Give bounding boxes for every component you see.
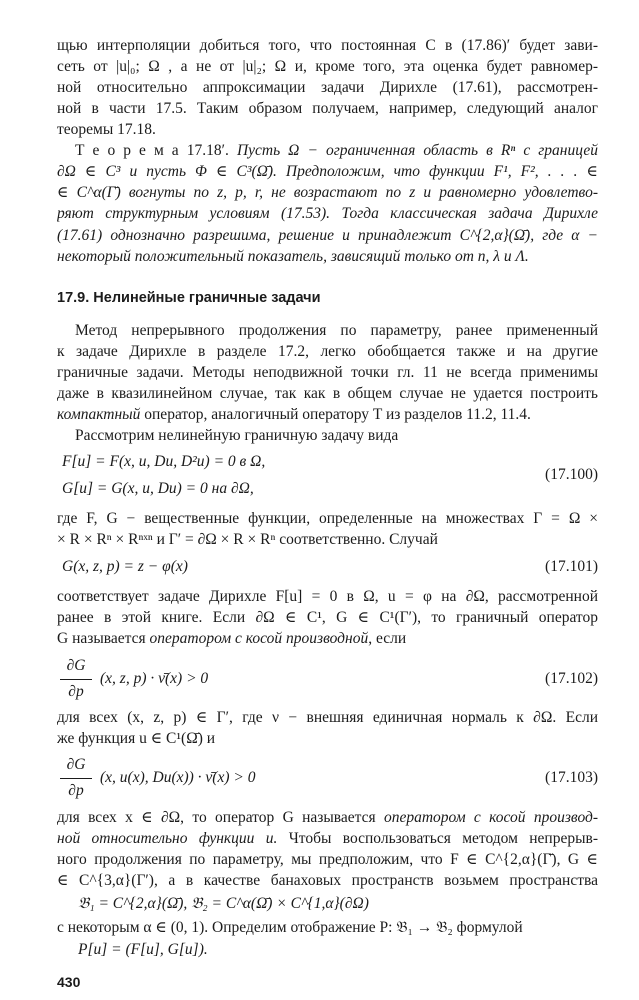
- equation-17-102-numerator: ∂G: [66, 657, 86, 674]
- equation-17-100-number: (17.100): [545, 466, 598, 483]
- equation-17-101: G(x, z, p) = z − φ(x): [62, 558, 188, 575]
- equation-17-102-number: (17.102): [545, 670, 598, 687]
- paragraph-4-line-1: для всех (x, z, p) ∈ Γ′, где ν − внешняя единичная нормаль к ∂Ω. Если: [57, 709, 598, 726]
- equation-17-102-denominator: ∂p: [68, 683, 84, 701]
- equation-banach-spaces: 𝔅₁ = C^{2,α}(Ω̄), 𝔅₂ = C^α(Ω̄) × C^{1,α}(∂Ω): [78, 895, 369, 912]
- top-paragraph-line-2: сеть от |u|₀; Ω , а не от |u|₂; Ω и, кроме того, эта оценка будет равномер-: [57, 58, 598, 75]
- equation-17-103-number: (17.103): [545, 769, 598, 786]
- theorem-line-1: [75, 141, 598, 161]
- top-paragraph-line-1: щью интерполяции добиться того, что постоянная C в (17.86)′ будет зави-: [57, 37, 598, 54]
- theorem-line-3: ∈ C^α(Γ̄) вогнуты по z, p, r, не возрастают по z и равномерно удовлетво-: [57, 184, 598, 201]
- equation-17-103-denominator: ∂p: [68, 782, 84, 800]
- paragraph-1-line-3: граничные задачи. Методы неподвижной точки гл. 11 не всегда применимы: [57, 364, 598, 381]
- top-paragraph-line-3: ной относительно аппроксимации задачи Дирихле (17.61), рассмотрен-: [57, 79, 598, 96]
- paragraph-3-line-3-start: G называется: [57, 630, 150, 647]
- paragraph-5-line-4: ∈ C^{3,α}(Γ′), а в качестве банаховых пространств возьмем пространства: [57, 872, 598, 889]
- paragraph-5-line-1-start: для всех x ∈ ∂Ω, то оператор G называется: [57, 809, 384, 826]
- term-oblique-derivative-operator-2: оператором с косой производ-: [383, 809, 598, 826]
- top-paragraph-line-5: теоремы 17.18.: [57, 121, 156, 138]
- page-number: 430: [57, 974, 81, 990]
- equation-map-P: P[u] = (F[u], G[u]).: [78, 941, 208, 958]
- equation-17-102-expression: (x, z, p) · ν̄(x) > 0: [100, 670, 209, 687]
- equation-17-103-fraction-bar: [60, 778, 92, 779]
- equation-17-103-expression: (x, u(x), Du(x)) · ν̄(x) > 0: [100, 769, 256, 786]
- paragraph-3-line-1: соответствует задаче Дирихле F[u] = 0 в Ω, u = φ на ∂Ω, рассмотренной: [57, 588, 598, 605]
- paragraph-5-line-2-end: Чтобы воспользоваться методом непрерыв-: [277, 830, 598, 847]
- term-compact: компактный: [57, 406, 141, 423]
- equation-17-103-numerator: ∂G: [66, 756, 86, 773]
- equation-17-100-line-2: G[u] = G(x, u, Du) = 0 на ∂Ω,: [62, 480, 254, 497]
- paragraph-2-line-1: где F, G − вещественные функции, определенные на множествах Γ = Ω ×: [57, 510, 598, 527]
- theorem-line-6: некоторый положительный показатель, зависящий только от n, λ и Λ.: [57, 248, 529, 265]
- equation-17-102-fraction-bar: [60, 679, 92, 680]
- theorem-line-2: ∂Ω ∈ C³ и пусть Φ ∈ C³(Ω̄). Предположим, что функции F¹, F², . . . ∈: [57, 163, 598, 180]
- paragraph-1-line-6: Рассмотрим нелинейную граничную задачу вида: [75, 427, 399, 444]
- paragraph-4-line-2: же функция u ∈ C¹(Ω̄) и: [57, 730, 216, 747]
- paragraph-1-line-5-text: оператор, аналогичный оператору T из разделов 11.2, 11.4.: [140, 406, 531, 423]
- paragraph-5-line-2: [57, 829, 598, 849]
- paragraph-1-line-4: даже в квазилинейном случае, так как в общем случае не удается построить: [57, 385, 598, 402]
- theorem-line-5: (17.61) однозначно разрешима, решение и принадлежит C^{2,α}(Ω̄), где α −: [57, 227, 598, 244]
- paragraph-2-line-2: × R × Rⁿ × Rⁿˣⁿ и Γ′ = ∂Ω × R × Rⁿ соответственно. Случай: [57, 531, 438, 548]
- paragraph-6-line-1: с некоторым α ∈ (0, 1). Определим отображение P: 𝔅₁ → 𝔅₂ формулой: [57, 919, 523, 936]
- paragraph-5-line-3: ного продолжения по параметру, мы предположим, что F ∈ C^{2,α}(Γ̄), G ∈: [57, 851, 598, 868]
- paragraph-3-line-3-end: , если: [368, 630, 407, 647]
- paragraph-3-line-2: ранее в этой книге. Если ∂Ω ∈ C¹, G ∈ C¹(Γ′), то граничный оператор: [57, 609, 598, 626]
- paragraph-1-line-2: к задаче Дирихле в разделе 17.2, легко обобщается также и на другие: [57, 343, 598, 360]
- paragraph-1-line-5: [57, 405, 598, 425]
- term-relative-to-function: ной относительно функции u.: [57, 830, 278, 847]
- equation-17-101-number: (17.101): [545, 558, 598, 575]
- term-oblique-derivative-operator: оператором с косой производной: [149, 630, 369, 647]
- section-heading: 17.9. Нелинейные граничные задачи: [57, 290, 321, 306]
- theorem-line-1-text: Пусть Ω − ограниченная область в Rⁿ с границей: [236, 142, 598, 159]
- paragraph-3-line-3: [57, 629, 598, 649]
- top-paragraph-line-4: ной в части 17.5. Таким образом получаем, например, следующий аналог: [57, 100, 598, 117]
- paragraph-5-line-1: [57, 808, 598, 828]
- theorem-line-4: ряют структурным условиям (17.53). Тогда классическая задача Дирихле: [57, 205, 598, 222]
- theorem-label: Т е о р е м а 17.18′.: [75, 142, 229, 159]
- paragraph-1-line-1: Метод непрерывного продолжения по параметру, ранее примененный: [75, 322, 598, 339]
- equation-17-100-line-1: F[u] = F(x, u, Du, D²u) = 0 в Ω,: [62, 453, 266, 470]
